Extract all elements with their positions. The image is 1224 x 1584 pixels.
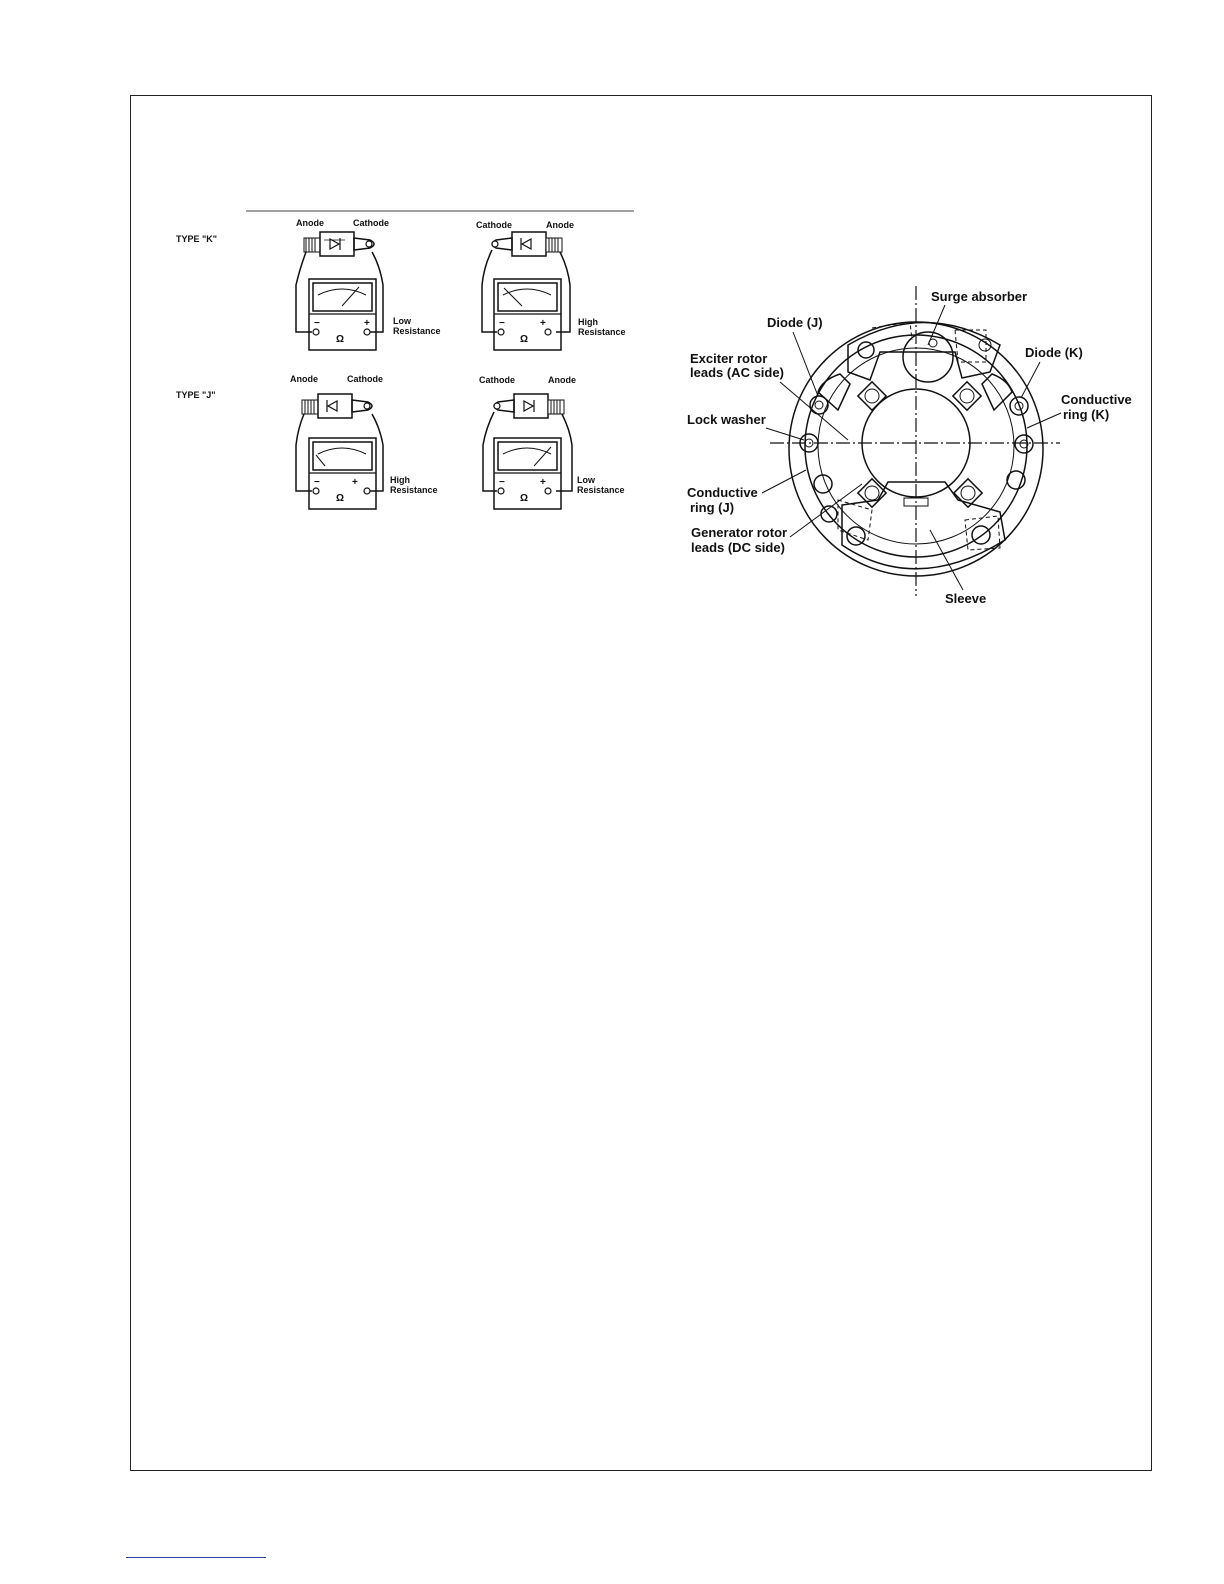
meter-minus-sign: −	[499, 477, 505, 488]
label-exciter-leads-1: Exciter rotor	[690, 351, 768, 366]
mounting-bolt	[953, 382, 981, 410]
j-left-result1: High	[390, 475, 410, 485]
j-left-term1: Anode	[290, 374, 318, 384]
meter-plus-sign: +	[352, 477, 358, 488]
type-j-label: TYPE "J"	[176, 390, 216, 400]
label-generator-leads-2: leads (DC side)	[691, 540, 785, 555]
meter-plus-sign: +	[364, 318, 370, 329]
ohm-symbol-icon: Ω	[520, 493, 529, 504]
label-lock-washer: Lock washer	[687, 412, 766, 427]
meter-k-right	[476, 220, 626, 350]
meter-minus-sign: −	[499, 318, 505, 329]
diode-icon	[494, 394, 564, 418]
label-conductive-ring-j-2: ring (J)	[690, 500, 735, 515]
test-lead-right	[556, 414, 572, 491]
meter-minus-sign: −	[314, 318, 320, 329]
ohm-symbol-icon: Ω	[520, 334, 529, 345]
label-conductive-ring-k-1: Conductive	[1061, 392, 1132, 407]
meter-plus-sign: +	[540, 318, 546, 329]
label-surge-absorber: Surge absorber	[931, 289, 1028, 304]
mounting-bolt	[858, 382, 886, 410]
k-right-result1: High	[578, 317, 598, 327]
top-bracket	[848, 323, 1000, 381]
k-right-result2: Resistance	[578, 327, 626, 337]
diode-icon	[492, 232, 562, 256]
k-left-term2: Cathode	[353, 218, 389, 228]
label-diode-j: Diode (J)	[767, 315, 823, 330]
label-conductive-ring-k-2: ring (K)	[1063, 407, 1110, 422]
j-left-term2: Cathode	[347, 374, 383, 384]
j-right-result2: Resistance	[577, 485, 625, 495]
surge-absorber-part	[903, 332, 953, 382]
ohm-symbol-icon: Ω	[336, 334, 345, 345]
type-k-label: TYPE "K"	[176, 234, 218, 244]
k-right-term2: Anode	[546, 220, 574, 230]
k-left-result2: Resistance	[393, 326, 441, 336]
meter-needle	[316, 455, 325, 466]
diode-test-figure	[176, 211, 634, 509]
label-conductive-ring-j-1: Conductive	[687, 485, 758, 500]
test-lead-right	[556, 252, 570, 332]
j-right-term1: Cathode	[479, 375, 515, 385]
meter-plus-sign: +	[540, 477, 546, 488]
diode-icon	[304, 232, 374, 256]
label-sleeve: Sleeve	[945, 591, 987, 606]
j-left-result2: Resistance	[390, 485, 438, 495]
k-left-result1: Low	[393, 316, 411, 326]
diode-icon	[302, 394, 372, 418]
label-generator-leads-1: Generator rotor	[691, 525, 788, 540]
j-right-result1: Low	[577, 475, 595, 485]
meter-scale-arc	[318, 289, 366, 295]
label-exciter-leads-2: leads (AC side)	[690, 365, 784, 380]
rectifier-assembly-figure	[687, 286, 1132, 606]
ohm-symbol-icon: Ω	[336, 493, 345, 504]
meter-j-right	[479, 375, 625, 509]
k-left-term1: Anode	[296, 218, 324, 228]
label-diode-k: Diode (K)	[1025, 345, 1083, 360]
meter-minus-sign: −	[314, 477, 320, 488]
meter-k-left	[296, 218, 441, 350]
meter-needle	[534, 447, 551, 466]
j-right-term2: Anode	[548, 375, 576, 385]
test-lead-left	[483, 412, 497, 491]
meter-j-left	[290, 374, 438, 509]
k-right-term1: Cathode	[476, 220, 512, 230]
